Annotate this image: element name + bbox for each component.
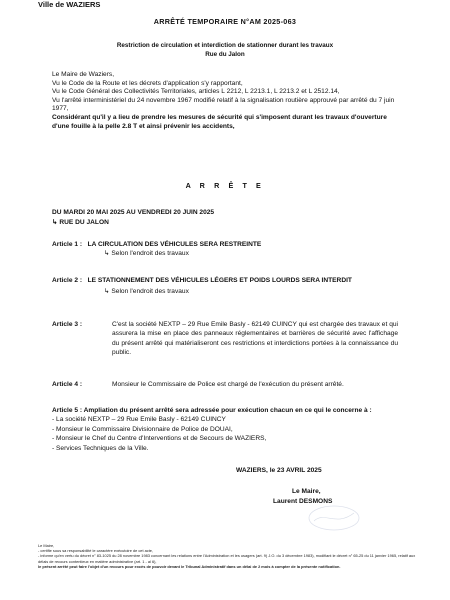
recipient-item: - Services Techniques de la Ville. <box>52 444 149 452</box>
arrow-icon: ↳ <box>104 250 110 258</box>
article-label: Article 4 : <box>52 381 83 388</box>
signatory-role: Le Maire, <box>292 487 321 495</box>
decree-subject <box>60 42 390 59</box>
article-label: Article 3 : <box>52 321 83 328</box>
article-5 <box>52 406 398 453</box>
place-date: WAZIERS, le 23 AVRIL 2025 <box>236 467 322 474</box>
considering-clause: Considérant qu'il y a lieu de prendre les mesures de sécurité qui s'imposent durant les travaux d'ouverture d'une fouille à la pelle 2.8 T et ainsi prévenir les accidents, <box>52 113 387 130</box>
article-4 <box>52 380 398 389</box>
article-text: Ampliation du présent arrêté sera adressée pour exécution chacun en ce qui le concerne à : <box>83 407 372 414</box>
period-street <box>52 218 412 228</box>
article-sub: ↳ Selon l'endroit des travaux <box>104 288 189 296</box>
article-1 <box>52 240 398 259</box>
subject-text: Restriction de circulation et interdiction de stationner durant les travaux <box>116 42 334 49</box>
legal-footer <box>38 543 416 569</box>
town-name: Ville de WAZIERS <box>38 0 101 9</box>
subject-location: Rue du Jalon <box>205 50 245 58</box>
mayor-intro: Le Maire de Waziers, <box>52 71 115 78</box>
legal-basis-2: Vu le Code Général des Collectivités Territoriales, articles L 2212, L 2213.1, L 2213.2 et L 2512.14, <box>52 88 340 96</box>
period-block <box>52 208 412 227</box>
decrees-heading: A R R Ê T E <box>185 181 265 190</box>
legal-basis-3: Vu l'arrêté interministériel du 24 novembre 1967 modifié relatif à la signalisation routière approuvé par arrêté du 7 juin 1977, <box>52 96 395 113</box>
signatory-name: Laurent DESMONS <box>273 497 333 505</box>
article-text: LE STATIONNEMENT DES VÉHICULES LÉGERS ET POIDS LOURDS SERA INTERDIT <box>87 277 352 284</box>
faint-stamp-mark <box>306 503 362 533</box>
decree-title: ARRÊTÉ TEMPORAIRE N°AM 2025-063 <box>153 17 297 26</box>
article-text: LA CIRCULATION DES VÉHICULES SERA RESTREINTE <box>87 241 262 248</box>
footer-line: - informe qu'en vertu du décret n° 83-1025 du 28 novembre 1983 concernant les relations entre l'Administration et les usagers (art. 9) J.O. du 3 décembre 1983), modifiant le décret n° 65-25 du 11 janvier 1965, relatif aux délais de recours contentieux en matière administrative (art. 1 - al 6), <box>38 553 416 564</box>
article-2 <box>52 276 398 297</box>
signature-block <box>236 466 396 506</box>
arrow-icon: ↳ <box>52 218 58 226</box>
article-text: C'est la société NEXTP – 29 Rue Emile Basly - 62149 CUINCY qui est chargée des travaux et qui assurera la mise en place des panneaux réglementaires et barrières de sécurité avec l'affichage du présent arrêté qui matérialiseront ces restrictions et interdictions portées à la connaissance du public. <box>112 321 398 357</box>
article-sub: ↳ Selon l'endroit des travaux <box>104 250 189 258</box>
article-3 <box>52 320 398 358</box>
article-label: Article 2 : <box>52 277 83 284</box>
article-label: Article 1 : <box>52 241 83 248</box>
period-dates: DU MARDI 20 MAI 2025 AU VENDREDI 20 JUIN 2025 <box>52 209 215 216</box>
recipient-item: - Monsieur le Commissaire Divisionnaire de Police de DOUAI, <box>52 425 233 433</box>
recipient-item: - La société NEXTP – 29 Rue Emile Basly - 62149 CUINCY <box>52 416 226 424</box>
street-name: RUE DU JALON <box>59 218 109 226</box>
legal-basis-1: Vu le Code de la Route et les décrets d'application s'y rapportant, <box>52 79 243 87</box>
article-label: Article 5 : <box>52 407 83 414</box>
preliminaries <box>52 71 402 131</box>
arrow-icon: ↳ <box>104 288 110 296</box>
footer-line: - certifie sous sa responsabilité le caractère exécutoire de cet acte, <box>38 548 154 554</box>
article-text: Monsieur le Commissaire de Police est chargé de l'exécution du présent arrêté. <box>112 381 344 388</box>
footer-line: Le Maire, <box>38 543 55 548</box>
footer-line: le présent arrêté peut faire l'objet d'un recours pour excès de pouvoir devant le Tribunal Administratif dans un délai de 2 mois à compter de la présente notification. <box>38 563 341 569</box>
recipient-item: - Monsieur le Chef du Centre d'Interventions et de Secours de WAZIERS, <box>52 435 267 443</box>
